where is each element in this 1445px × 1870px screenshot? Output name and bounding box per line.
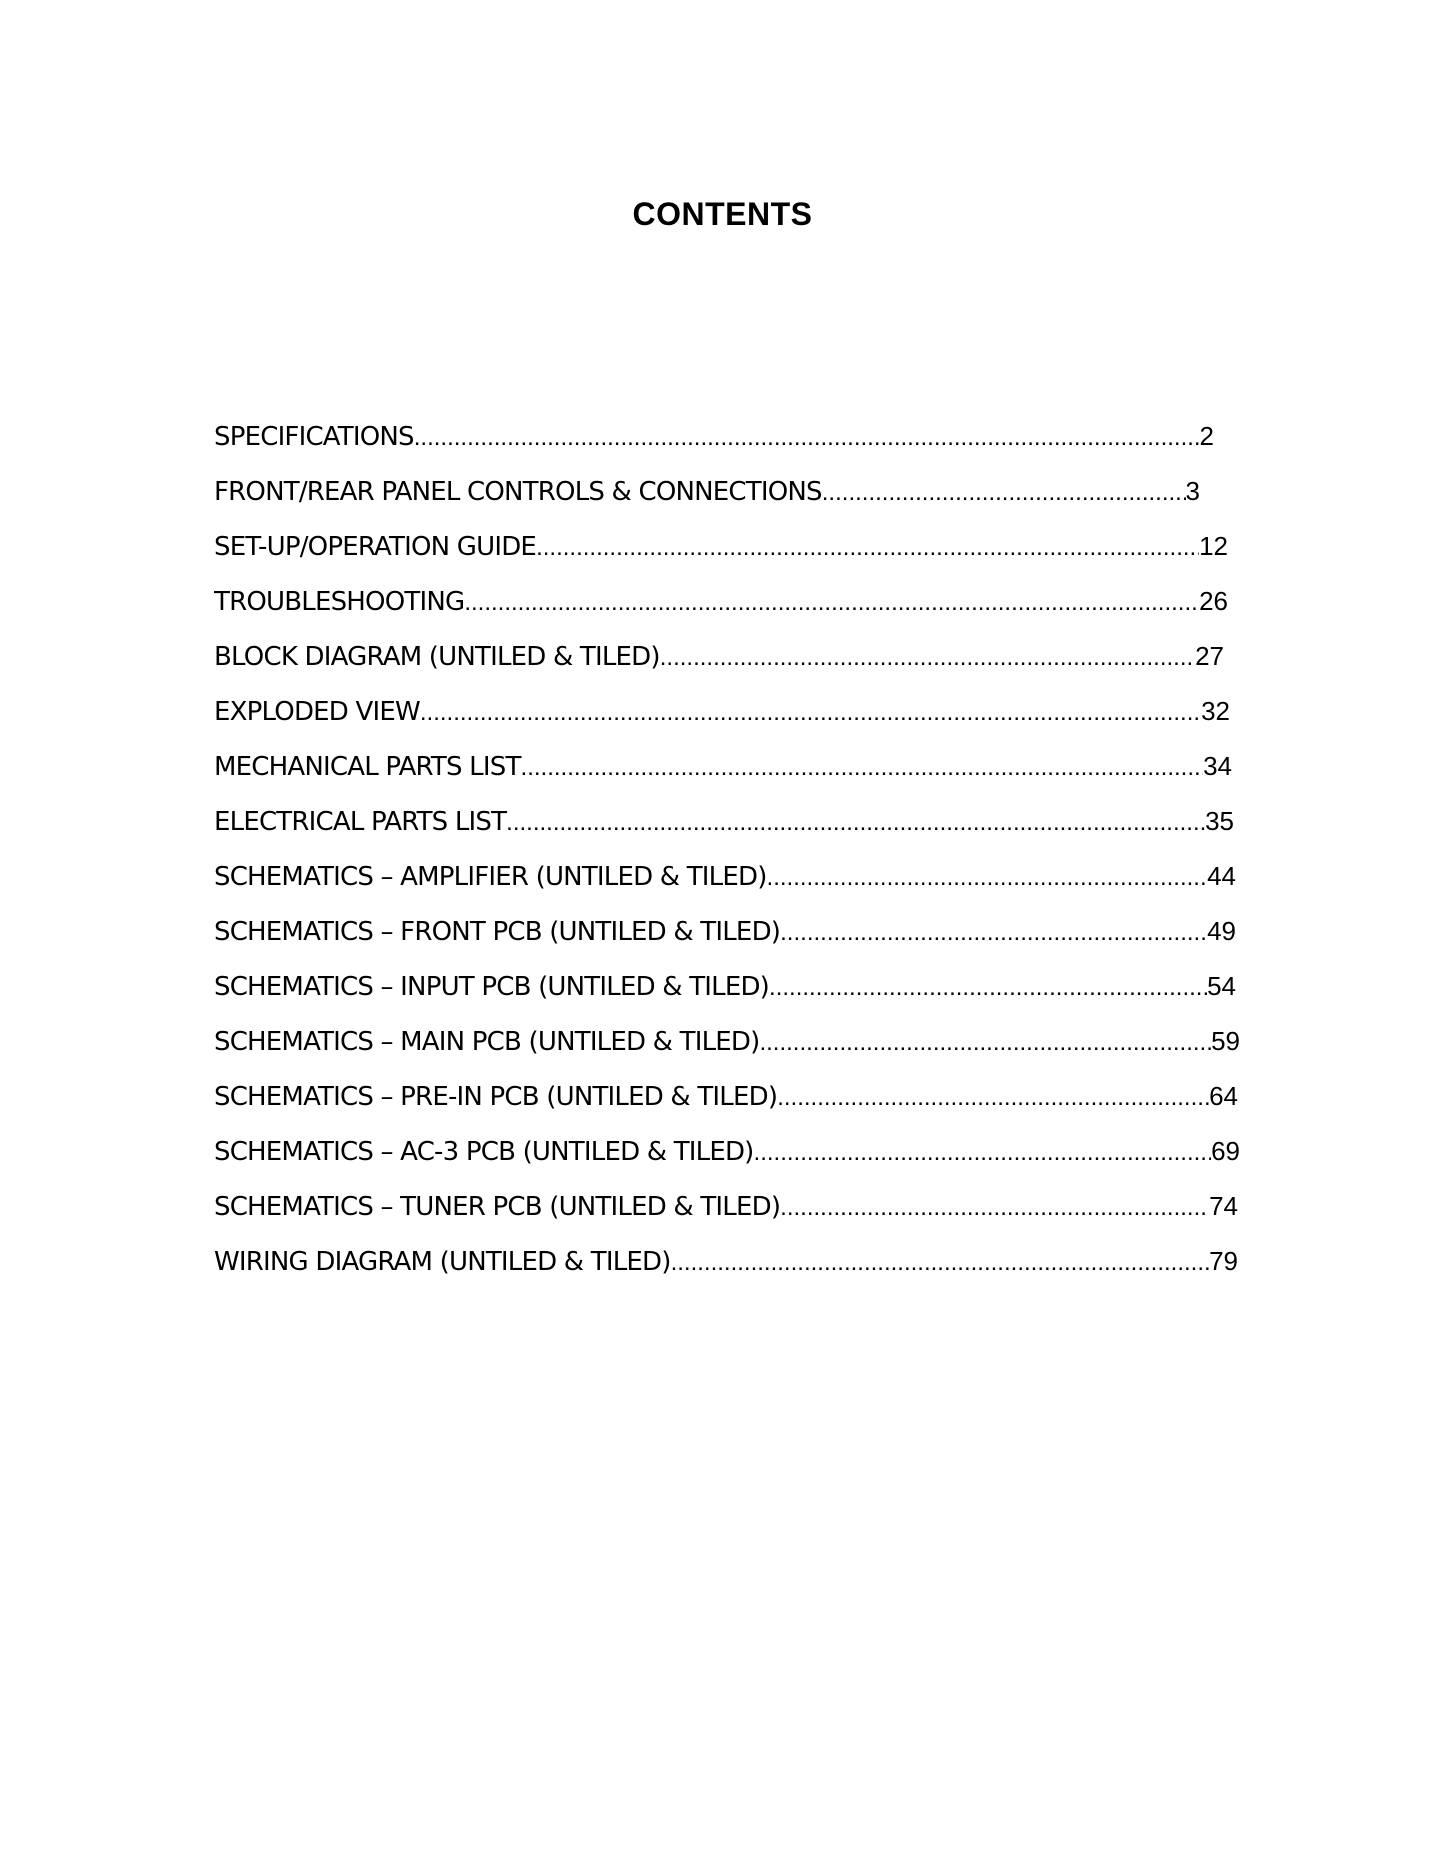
- toc-entry-page: 35: [1205, 806, 1234, 836]
- toc-leader-dots: [759, 1023, 1211, 1063]
- toc-entry-label: SCHEMATICS – AMPLIFIER (UNTILED & TILED): [214, 862, 767, 892]
- toc-entry-page: 2: [1199, 421, 1214, 451]
- toc-entry-label: SCHEMATICS – FRONT PCB (UNTILED & TILED): [214, 917, 781, 947]
- toc-leader-dots: [464, 583, 1199, 623]
- toc-entry-block-diagram: [214, 636, 1244, 691]
- toc-entry-schematics-front-pcb: [214, 911, 1244, 966]
- toc-leader-dots: [660, 638, 1195, 678]
- toc-leader-dots: [769, 968, 1207, 1008]
- toc-entry-schematics-ac3-pcb: [214, 1131, 1244, 1186]
- toc-leader-dots: [671, 1243, 1210, 1283]
- toc-leader-dots: [780, 913, 1207, 953]
- toc-entry-label: FRONT/REAR PANEL CONTROLS & CONNECTIONS: [214, 477, 822, 507]
- toc-entry-schematics-main-pcb: [214, 1021, 1244, 1076]
- toc-entry-page: 32: [1201, 696, 1230, 726]
- toc-entry-label: EXPLODED VIEW: [214, 697, 420, 727]
- toc-entry-page: 12: [1199, 531, 1228, 561]
- toc-entry-page: 26: [1199, 586, 1228, 616]
- toc-leader-dots: [506, 803, 1205, 843]
- toc-entry-panel-controls: [214, 471, 1244, 526]
- toc-leader-dots: [420, 693, 1201, 733]
- toc-entry-label: SET-UP/OPERATION GUIDE: [214, 532, 537, 562]
- toc-entry-page: 59: [1211, 1026, 1240, 1056]
- toc-entry-page: 64: [1209, 1081, 1238, 1111]
- toc-entry-label: TROUBLESHOOTING: [214, 587, 465, 617]
- toc-entry-schematics-pre-in-pcb: [214, 1076, 1244, 1131]
- toc-leader-dots: [521, 748, 1204, 788]
- toc-entry-setup-guide: [214, 526, 1244, 581]
- toc-leader-dots: [780, 1188, 1209, 1228]
- toc-entry-page: 74: [1209, 1191, 1238, 1221]
- toc-entry-page: 3: [1185, 476, 1200, 506]
- toc-entry-label: ELECTRICAL PARTS LIST: [214, 807, 507, 837]
- toc-entry-page: 44: [1207, 861, 1236, 891]
- toc-entry-label: SCHEMATICS – AC-3 PCB (UNTILED & TILED): [214, 1137, 754, 1167]
- toc-entry-page: 54: [1207, 971, 1236, 1001]
- toc-entry-electrical-parts: [214, 801, 1244, 856]
- toc-entry-label: SCHEMATICS – PRE-IN PCB (UNTILED & TILED): [214, 1082, 778, 1112]
- toc-entry-label: SCHEMATICS – TUNER PCB (UNTILED & TILED): [214, 1192, 781, 1222]
- toc-leader-dots: [777, 1078, 1209, 1118]
- toc-entry-troubleshooting: [214, 581, 1244, 636]
- toc-leader-dots: [414, 418, 1200, 458]
- toc-entry-schematics-tuner-pcb: [214, 1186, 1244, 1241]
- toc-entry-label: WIRING DIAGRAM (UNTILED & TILED): [214, 1247, 671, 1277]
- toc-entry-label: BLOCK DIAGRAM (UNTILED & TILED): [214, 642, 660, 672]
- toc-entry-page: 27: [1195, 641, 1224, 671]
- toc-leader-dots: [767, 858, 1208, 898]
- toc-entry-label: SPECIFICATIONS: [214, 422, 414, 452]
- toc-entry-page: 34: [1203, 751, 1232, 781]
- toc-leader-dots: [822, 473, 1186, 513]
- toc-entry-exploded-view: [214, 691, 1244, 746]
- toc-entry-page: 69: [1211, 1136, 1240, 1166]
- toc-entry-schematics-input-pcb: [214, 966, 1244, 1021]
- toc-entry-page: 49: [1207, 916, 1236, 946]
- toc-entry-label: MECHANICAL PARTS LIST: [214, 752, 521, 782]
- toc-entry-label: SCHEMATICS – INPUT PCB (UNTILED & TILED): [214, 972, 770, 1002]
- toc-entry-mechanical-parts: [214, 746, 1244, 801]
- toc-entry-specifications: [214, 416, 1244, 471]
- page-title: CONTENTS: [632, 196, 813, 232]
- table-of-contents: [214, 416, 1244, 1296]
- toc-leader-dots: [754, 1133, 1212, 1173]
- toc-entry-label: SCHEMATICS – MAIN PCB (UNTILED & TILED): [214, 1027, 760, 1057]
- toc-leader-dots: [536, 528, 1199, 568]
- toc-entry-wiring-diagram: [214, 1241, 1244, 1296]
- toc-entry-schematics-amplifier: [214, 856, 1244, 911]
- toc-entry-page: 79: [1209, 1246, 1238, 1276]
